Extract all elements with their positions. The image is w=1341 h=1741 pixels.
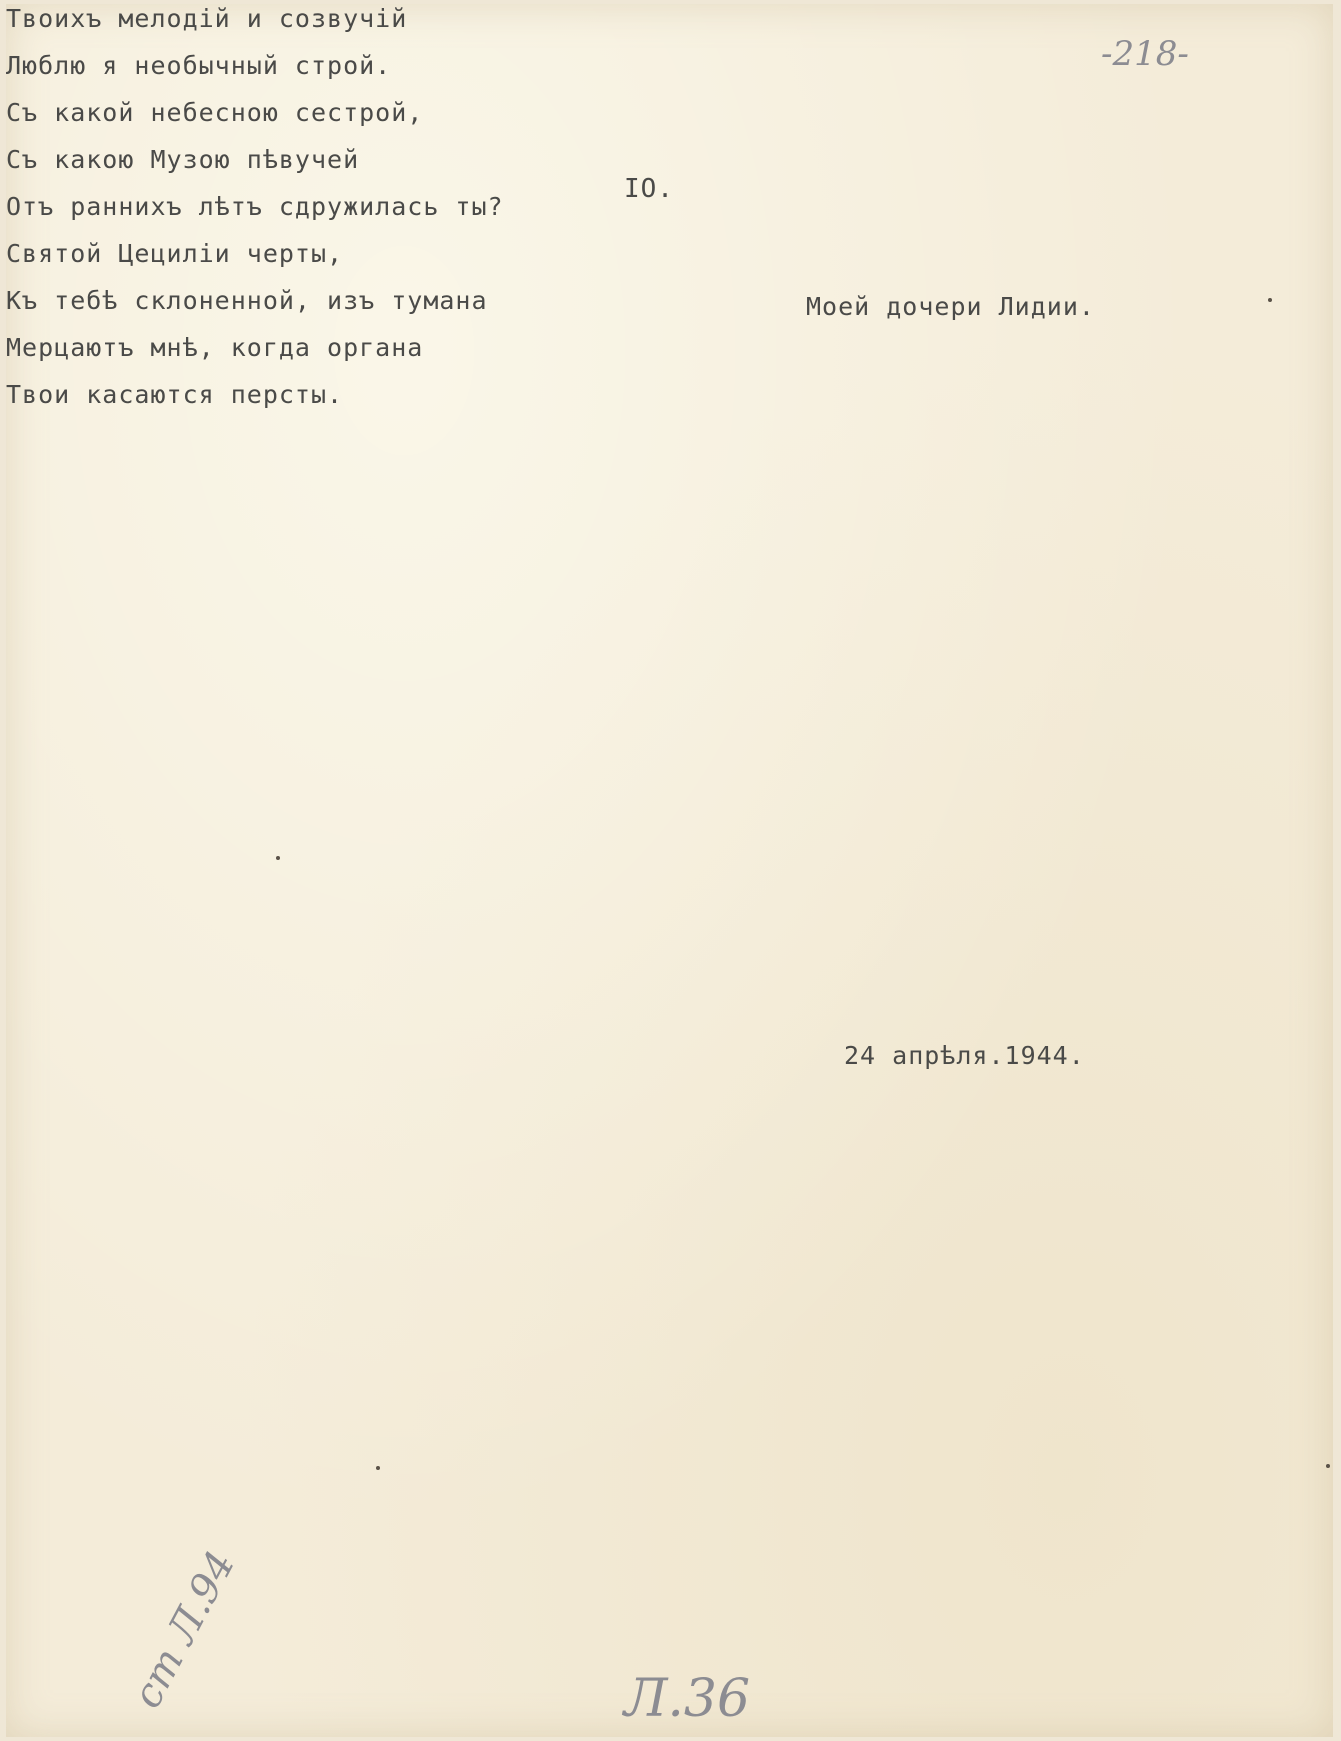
dedication: Моей дочери Лидии.: [806, 292, 1095, 321]
paper-speck: [276, 856, 280, 860]
poem-number: IO.: [624, 174, 674, 204]
poem-line: Съ какой небесною сестрой,: [6, 98, 424, 127]
paper-speck: [1268, 298, 1272, 302]
document-sheet: [6, 4, 1333, 1737]
poem-line: Мерцаютъ мнѣ, когда органа: [6, 333, 424, 362]
poem-line: Съ какою Музою пѣвучей: [6, 145, 360, 174]
poem-line: Святой Цециліи черты,: [6, 239, 344, 268]
poem-line: Къ тебѣ склоненной, изъ тумана: [6, 286, 488, 315]
archival-bottom-note: Л.36: [624, 1669, 751, 1729]
paper-speck: [1326, 1464, 1330, 1468]
date-line: 24 апрѣля.1944.: [844, 1041, 1085, 1070]
paper-speck: [376, 1466, 380, 1470]
folio-number: -218-: [1101, 34, 1189, 74]
poem-line: Твои касаются персты.: [6, 380, 344, 409]
poem-line: Отъ раннихъ лѣтъ сдружилась ты?: [6, 192, 504, 221]
poem-line: Твоихъ мелодій и созвучій: [6, 4, 408, 33]
archival-margin-note: ст Л.94: [124, 1543, 245, 1716]
poem-line: Люблю я необычный строй.: [6, 51, 392, 80]
